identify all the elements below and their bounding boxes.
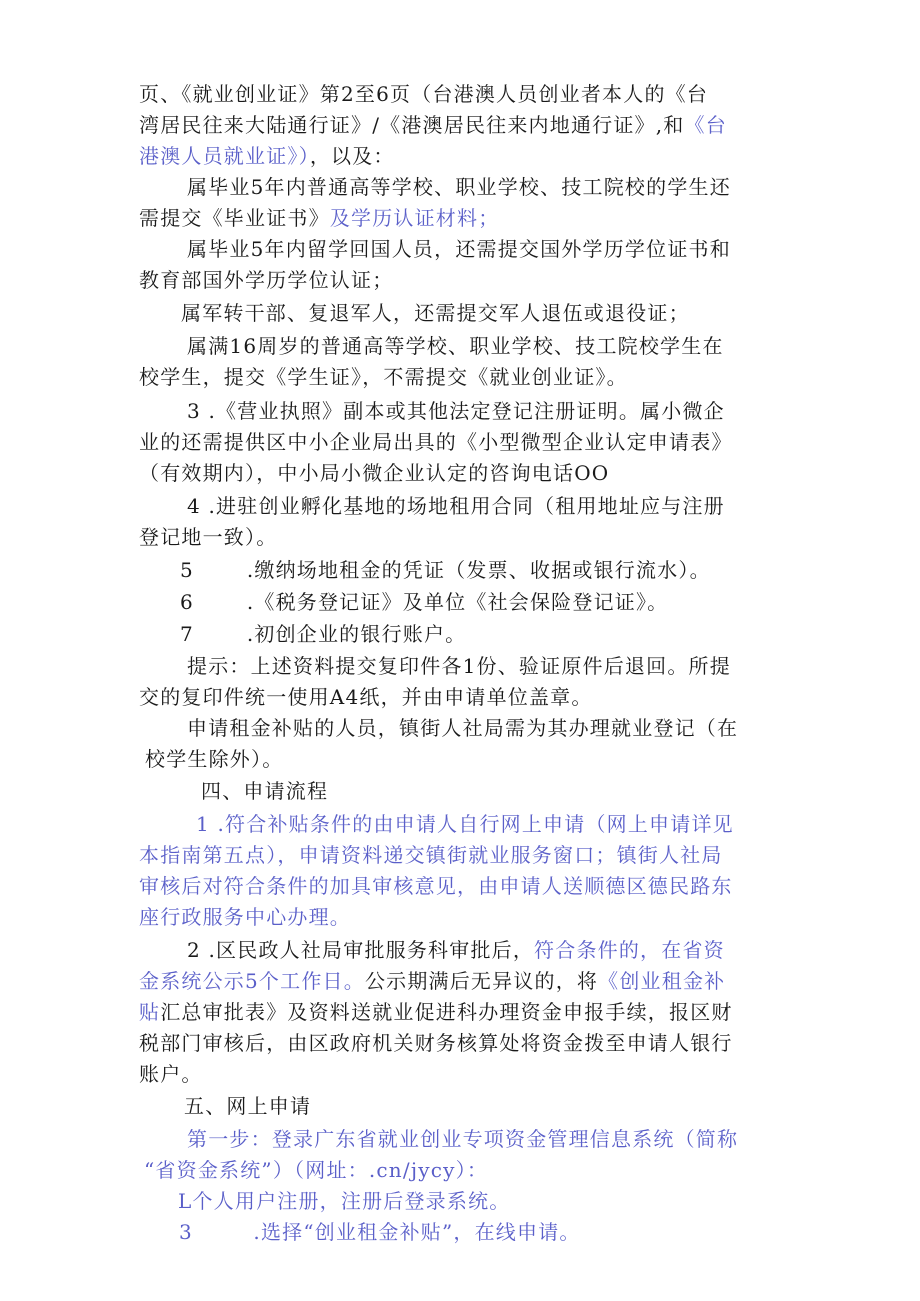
section-heading <box>184 1091 799 1122</box>
text-segment: 校学生除外）。 <box>145 747 284 771</box>
link-text: 第一步：登录广东省就业创业专项资金管理信息系统（简称 <box>187 1127 739 1151</box>
text-segment: 公示期满后无异议的，将 <box>364 969 599 993</box>
text-line <box>187 935 799 966</box>
text-line <box>139 997 799 1028</box>
text-segment: 汇总审批表》及资料送就业促进科办理资金申报手续，报区财 <box>160 1000 733 1024</box>
text-line <box>179 1217 799 1248</box>
text-segment: 6 .《税务登记证》及单位《社会保险登记证》。 <box>180 590 669 614</box>
text-line <box>180 555 799 586</box>
heading-text: 五、网上申请 <box>184 1094 312 1118</box>
text-line <box>187 491 799 522</box>
text-line <box>139 458 799 489</box>
text-line <box>139 427 799 458</box>
text-line <box>139 522 799 553</box>
link-text: 贴 <box>139 1000 161 1024</box>
text-line <box>187 651 799 682</box>
text-segment: 账户。 <box>139 1062 203 1086</box>
text-segment: 需提交《毕业证书》 <box>139 206 330 230</box>
text-line <box>180 587 799 618</box>
text-line <box>145 744 799 775</box>
text-segment: ，以及： <box>309 144 395 168</box>
link-text: 《台 <box>684 113 727 137</box>
link-text: 符合条件的，在省资 <box>534 938 725 962</box>
link-text: 《创业租金补 <box>598 969 726 993</box>
text-line <box>139 203 799 234</box>
text-line <box>139 966 799 997</box>
text-segment: 湾居民往来大陆通行证》/《港澳居民往来内地通行证》,和 <box>139 113 685 137</box>
text-line <box>187 331 799 362</box>
link-text: 1 .符合补贴条件的由申请人自行网上申请（网上申请详见 <box>196 812 734 836</box>
text-segment: 提示：上述资料提交复印件各1份、验证原件后退回。所提 <box>187 654 731 678</box>
text-segment: 教育部国外学历学位认证； <box>139 268 394 292</box>
text-line <box>139 79 799 110</box>
text-segment: 7 .初创企业的银行账户。 <box>180 622 467 646</box>
text-line <box>187 396 799 427</box>
link-text: 港澳人员就业证》） <box>139 144 310 168</box>
link-text: 金系统公示5个工作日。 <box>139 969 365 993</box>
text-line <box>187 1124 799 1155</box>
text-line <box>187 172 799 203</box>
text-line <box>196 809 799 840</box>
text-segment: 2 .区民政人社局审批服务科审批后， <box>187 938 535 962</box>
text-line <box>180 619 799 650</box>
text-segment: 页、《就业创业证》第2至6页（台港澳人员创业者本人的《台 <box>139 82 709 106</box>
link-text: 3 .选择“创业租金补贴”，在线申请。 <box>179 1220 581 1244</box>
text-line <box>144 1155 799 1186</box>
text-segment: （有效期内），中小局小微企业认定的咨询电话OO <box>139 461 610 485</box>
text-line <box>139 362 799 393</box>
text-segment: 属毕业5年内留学回国人员，还需提交国外学历学位证书和 <box>187 237 731 261</box>
link-text: 座行政服务中心办理。 <box>139 905 351 929</box>
text-segment: 属毕业5年内普通高等学校、职业学校、技工院校的学生还 <box>187 175 731 199</box>
text-segment: 校学生，提交《学生证》，不需提交《就业创业证》。 <box>139 365 628 389</box>
text-segment: 交的复印件统一使用A4纸，并由申请单位盖章。 <box>139 685 593 709</box>
heading-text: 四、申请流程 <box>201 779 329 803</box>
link-text: 及学历认证材料； <box>329 206 500 230</box>
text-line <box>178 1186 799 1217</box>
text-segment: 3 .《营业执照》副本或其他法定登记注册证明。属小微企 <box>187 399 725 423</box>
text-line <box>139 110 799 141</box>
text-line <box>187 234 799 265</box>
text-line <box>139 1059 799 1090</box>
text-line <box>139 902 799 933</box>
text-line <box>139 141 799 172</box>
text-line <box>139 840 799 871</box>
text-line <box>139 682 799 713</box>
text-segment: 申请租金补贴的人员，镇街人社局需为其办理就业登记（在 <box>187 716 739 740</box>
text-segment: 业的还需提供区中小企业局出具的《小型微型企业认定申请表》 <box>139 430 733 454</box>
text-line <box>139 871 799 902</box>
text-line <box>139 265 799 296</box>
text-line <box>181 298 799 329</box>
section-heading <box>201 776 799 807</box>
link-text: “省资金系统”）（网址：.cn/jycy）： <box>144 1158 489 1182</box>
text-segment: 税部门审核后，由区政府机关财务核算处将资金拨至申请人银行 <box>139 1031 733 1055</box>
text-segment: 5 .缴纳场地租金的凭证（发票、收据或银行流水）。 <box>180 558 711 582</box>
text-segment: 4 .进驻创业孵化基地的场地租用合同（租用地址应与注册 <box>187 494 725 518</box>
text-segment: 属军转干部、复退军人，还需提交军人退伍或退役证； <box>181 301 690 325</box>
text-segment: 属满16周岁的普通高等学校、职业学校、技工院校学生在 <box>187 334 724 358</box>
link-text: 本指南第五点），申请资料递交镇街就业服务窗口；镇街人社局 <box>139 843 723 867</box>
text-line <box>139 1028 799 1059</box>
link-text: L个人用户注册，注册后登录系统。 <box>178 1189 511 1213</box>
link-text: 审核后对符合条件的加具审核意见，由申请人送顺德区德民路东 <box>139 874 733 898</box>
text-line <box>187 713 799 744</box>
text-segment: 登记地一致）。 <box>139 525 278 549</box>
